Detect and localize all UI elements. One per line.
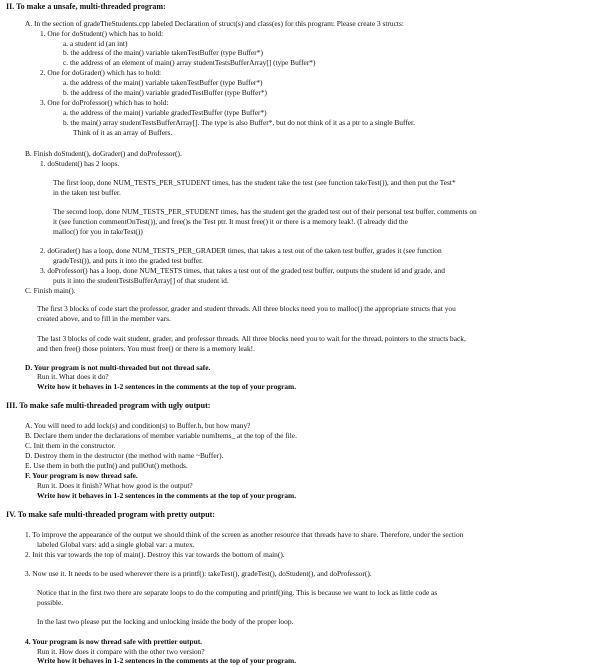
section-3-item-e: E. Use them in both the putIn() and pullOut() methods.	[25, 461, 188, 470]
section-4-item-1-line-1: 1. To improve the appearance of the output we should think of the screen as another resource that threads have to share. Therefore, under the section	[25, 530, 464, 539]
section-4-item-3-paragraph-2: In the last two please put the locking and unlocking inside the body of the proper loop.	[37, 617, 294, 626]
section-2-item-b2-line-2: gradeTest()), and puts it into the graded test buffer.	[53, 256, 203, 265]
section-2-b1-paragraph-2-line-2: it (see function commentOnTest()), and free()s the Test ptr. It must free() it or there is a memory leak!. (I already did the	[53, 217, 408, 226]
section-2-item-a1: 1. One for doStudent() which has to hold:	[40, 29, 164, 38]
section-2-c-paragraph-2-line-2: and then free() those pointers. You must free() or there is a memory leak!.	[37, 344, 255, 353]
section-4-item-4-write: Write how it behaves in 1-2 sentences in the comments at the top of your program.	[37, 656, 297, 665]
section-4-item-2: 2. Init this var towards the top of main(). Destroy this var towards the bottom of main().	[25, 550, 285, 559]
section-2-item-a3b-cont: Think of it as an array of Buffers.	[73, 128, 173, 137]
section-2-b1-paragraph-1-line-1: The first loop, done NUM_TESTS_PER_STUDENT times, has the student take the test (see function takeTest()), and then put the Test*	[53, 178, 456, 187]
section-3-item-f-run: Run it. Does it finish? What how good is the output?	[37, 481, 193, 490]
section-2-item-b1: 1. doStudent() has 2 loops.	[40, 159, 120, 168]
section-4-item-3-paragraph-1-line-2: possible.	[37, 598, 64, 607]
section-2-c-paragraph-1-line-1: The first 3 blocks of code start the professor, grader and student threads. All three blocks need you to malloc() the appropriate structs that you	[37, 304, 456, 313]
section-2-item-d-write: Write how it behaves in 1-2 sentences in the comments at the top of your program.	[37, 382, 297, 391]
section-2-b1-paragraph-2-line-1: The second loop, done NUM_TESTS_PER_STUDENT times, has the student get the graded test out of their personal test buffer, comments on	[53, 207, 477, 216]
section-2-item-a: A. In the section of gradeTheStudents.cpp labeled Declaration of struct(s) and class(es) for this program: Please create 3 structs:	[25, 19, 404, 28]
section-4-item-4: 4. Your program is now thread safe with prettier output.	[25, 637, 203, 646]
section-4-heading: IV. To make safe multi-threaded program with pretty output:	[6, 510, 215, 519]
section-3-heading: III. To make safe multi-threaded program with ugly output:	[6, 401, 211, 410]
section-4-item-3: 3. Now use it. It needs to be used wherever there is a printf(): takeTest(), gradeTest(), doStudent(), and doProfessor().	[25, 569, 372, 578]
section-2-item-a2a: a. the address of the main() variable takenTestBuffer (type Buffer*)	[63, 78, 263, 87]
section-2-item-a3b: b. the main() array studentTestsBufferArray[]. The type is also Buffer*, but do not think of it as a ptr to a single Buffer.	[63, 118, 415, 127]
section-2-item-a3: 3. One for doProfessor() which has to hold:	[40, 98, 169, 107]
section-2-item-d-run: Run it. What does it do?	[37, 372, 109, 381]
section-2-item-b2-line-1: 2. doGrader() has a loop, done NUM_TESTS_PER_GRADER times, that takes a test out of the taken test buffer, grades it (see function	[40, 246, 442, 255]
section-2-item-a2: 2. One for doGrader() which has to hold:	[40, 68, 162, 77]
section-3-item-c: C. Init them in the constructor.	[25, 441, 116, 450]
section-2-item-d: D. Your program is not multi-threaded but not thread safe.	[25, 363, 211, 372]
section-4-item-4-run: Run it. How does it compare with the other two version?	[37, 647, 205, 656]
section-2-item-b3-line-1: 3. doProfessor() has a loop, done NUM_TESTS times, that takes a test out of the graded test buffer, outputs the student id and grade, and	[40, 266, 445, 275]
section-4-item-1-line-2: labeled Global vars: add a single global var: a mutex.	[37, 540, 195, 549]
section-2-item-b3-line-2: puts it into the studentTestsBufferArray[] of that student id.	[53, 276, 229, 285]
section-3-item-f-write: Write how it behaves in 1-2 sentences in the comments at the top of your program.	[37, 491, 297, 500]
section-4-item-3-paragraph-1-line-1: Notice that in the first two there are separate loops to do the computing and printf()ing. This is because we want to lock as little code as	[37, 588, 438, 597]
section-2-c-paragraph-2-line-1: The last 3 blocks of code wait student, grader, and professor threads. All three blocks need you to wait for the thread, pointers to the structs back,	[37, 334, 466, 343]
section-2-item-a3a: a. the address of the main() variable gradedTestBuffer (type Buffer*)	[63, 108, 267, 117]
section-2-item-b: B. Finish doStudent(), doGrader() and doProfessor().	[25, 149, 182, 158]
section-2-c-paragraph-1-line-2: created above, and to fill in the member vars.	[37, 314, 171, 323]
section-2-item-a1a: a. a student id (an int)	[63, 39, 128, 48]
section-3-item-b: B. Declare them under the declarations of member variable numItems_ at the top of the file.	[25, 431, 297, 440]
section-2-item-a1b: b. the address of the main() variable takenTestBuffer (type Buffer*)	[63, 48, 263, 57]
section-2-heading: II. To make a unsafe, multi-threaded program:	[6, 2, 166, 11]
section-2-item-a1c: c. the address of an element of main() array studentTestsBufferArray[] (type Buffer*)	[63, 58, 316, 67]
section-3-item-a: A. You will need to add lock(s) and condition(s) to Buffer.h, but how many?	[25, 421, 251, 430]
section-2-b1-paragraph-1-line-2: in the taken test buffer.	[53, 188, 121, 197]
section-2-item-a2b: b. the address of the main() variable gradedTestBuffer (type Buffer*)	[63, 88, 268, 97]
section-3-item-f: F. Your program is now thread safe.	[25, 471, 138, 480]
section-2-item-c: C. Finish main().	[25, 286, 76, 295]
section-3-item-d: D. Destroy them in the destructor (the method with name ~Buffer).	[25, 451, 224, 460]
section-2-b1-paragraph-2-line-3: malloc() for you in takeTest())	[53, 227, 143, 236]
